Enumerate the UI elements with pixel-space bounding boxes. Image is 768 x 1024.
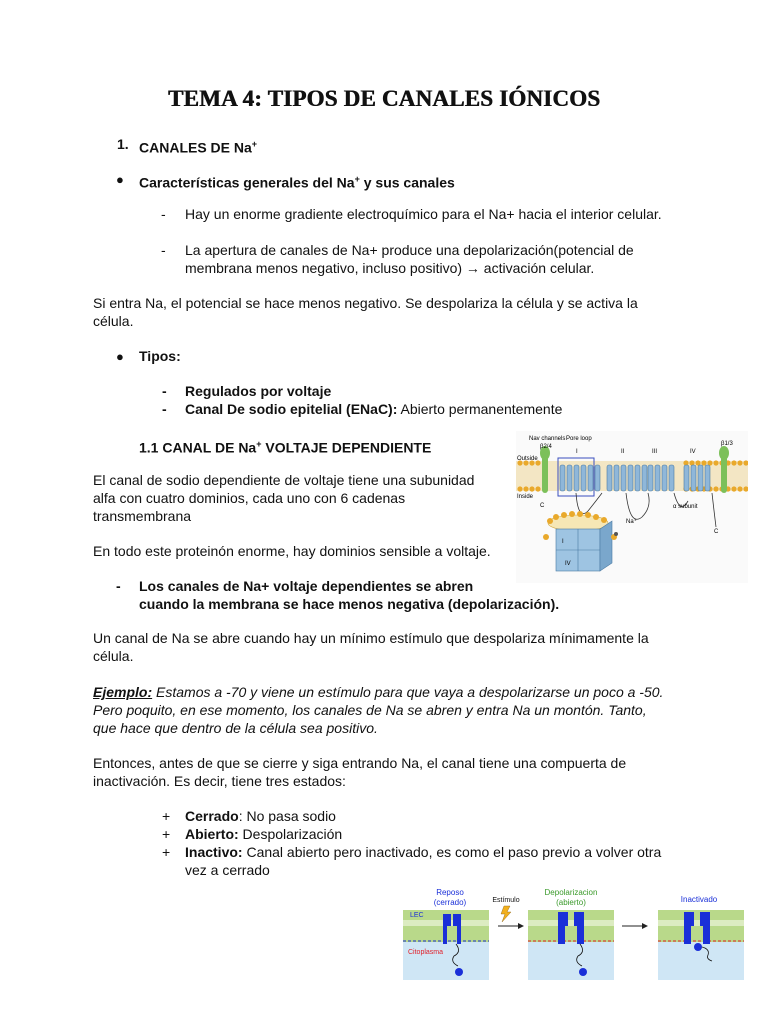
example: Ejemplo: Estamos a -70 y viene un estímulo para que vaya a despolarizarse un poco a -50. [93, 684, 664, 700]
paragraph: Si entra Na, el potencial se hace menos negativo. Se despolariza la célula y se activa la [93, 295, 638, 311]
plus-marker: + [162, 808, 171, 824]
paragraph: Un canal de Na se abre cuando hay un mínimo estímulo que despolariza mínimamente la [93, 630, 649, 646]
dash: - [161, 206, 166, 222]
alpha-segments [560, 465, 710, 491]
example-continued: que hace que dentro de la célula sea positivo. [93, 720, 378, 736]
nav-channel-diagram [516, 431, 748, 583]
example-continued: Pero poquito, en ese momento, los canales de Na se abren y entra Na un montón. Tanto, [93, 702, 647, 718]
pore-loop-label: Pore loop [566, 436, 592, 442]
bullet: ● [116, 349, 124, 364]
reposo-sub-label: (cerrado) [433, 898, 467, 907]
domain-label-iv: IV [690, 449, 696, 455]
state-item: Cerrado: No pasa sodio [185, 808, 336, 824]
channel-states-figure [398, 884, 750, 982]
domain-label-i: I [576, 449, 578, 455]
lightning-icon [501, 906, 511, 922]
list-item-continued: membrana menos negativo, incluso positivo) → activación celular. [185, 260, 595, 276]
panel-depolarizacion [528, 910, 614, 980]
section-1-heading: CANALES DE Na+ [139, 139, 258, 156]
alpha-subunit-label: α subunit [673, 504, 698, 510]
paragraph: alfa con cuatro dominios, cada uno con 6 cadenas [93, 490, 406, 506]
dash: - [161, 242, 166, 258]
paragraph: Entonces, antes de que se cierre y siga entrando Na, el canal tiene una compuerta de [93, 755, 627, 771]
state-item: Abierto: Despolarización [185, 826, 343, 842]
section-1-1-heading: 1.1 CANAL DE Na+ VOLTAJE DEPENDIENTE [139, 439, 432, 456]
panel-inactivado [658, 910, 744, 980]
reposo-label: Reposo [436, 888, 464, 897]
domain-label-ii: II [621, 449, 625, 455]
paragraph: transmembrana [93, 508, 192, 524]
na-label: Na⁺ [626, 519, 637, 525]
paragraph: En todo este proteinón enorme, hay dominios sensible a voltaje. [93, 543, 491, 559]
domain-label-3d-i: I [562, 539, 564, 545]
caracteristicas-heading: Características generales del Na+ y sus canales [139, 174, 455, 191]
paragraph: El canal de sodio dependiente de voltaje tiene una subunidad [93, 472, 475, 488]
section-1-number: 1. [117, 136, 129, 152]
c-terminal-label: C [540, 503, 545, 509]
dash: - [162, 383, 167, 399]
bold-point-continued: cuando la membrana se hace menos negativa (depolarización). [139, 596, 560, 612]
panel-reposo [403, 910, 489, 980]
paragraph: inactivación. Es decir, tiene tres estados: [93, 773, 346, 789]
channel-states-diagram [398, 884, 750, 982]
paragraph: célula. [93, 313, 134, 329]
plus-marker: + [162, 826, 171, 842]
nav-channel-figure [516, 431, 748, 583]
beta13-label: β1/3 [721, 441, 733, 447]
domain-label-iii: III [652, 449, 658, 455]
bullet: ● [116, 172, 124, 187]
paragraph: célula. [93, 648, 134, 664]
list-item: La apertura de canales de Na+ produce una depolarización(potencial de [185, 242, 634, 258]
c-terminal-label-right: C [714, 529, 719, 535]
estimulo-label: Estímulo [492, 897, 520, 904]
inactivado-label: Inactivado [680, 895, 718, 904]
state-item-continued: vez a cerrado [185, 862, 270, 878]
list-item: Hay un enorme gradiente electroquímico para el Na+ hacia el interior celular. [185, 206, 662, 222]
depolarizacion-label: Depolarizacion [544, 888, 598, 897]
bold-point: Los canales de Na+ voltaje dependientes se abren [139, 578, 474, 594]
tipos-heading: Tipos: [139, 348, 181, 364]
outside-label: Outside [517, 456, 538, 462]
beta24-label: β2/4 [540, 444, 552, 450]
state-item: Inactivo: Canal abierto pero inactivado, es como el paso previo a volver otra [185, 844, 662, 860]
dash: - [162, 401, 167, 417]
page-title: TEMA 4: TIPOS DE CANALES IÓNICOS [167, 86, 601, 111]
list-item: Canal De sodio epitelial (ENaC): Abierto permanentemente [185, 401, 563, 417]
domain-label-3d-iv: IV [565, 561, 571, 567]
lec-label: LEC [410, 912, 424, 919]
plus-marker: + [162, 844, 171, 860]
citoplasma-label: Citoplasma [408, 949, 444, 956]
list-item: Regulados por voltaje [185, 383, 332, 399]
depolarizacion-sub-label: (abierto) [556, 898, 586, 907]
nav-channels-label: Nav channels [529, 436, 566, 442]
inside-label: Inside [517, 494, 534, 500]
dash: - [116, 578, 121, 594]
